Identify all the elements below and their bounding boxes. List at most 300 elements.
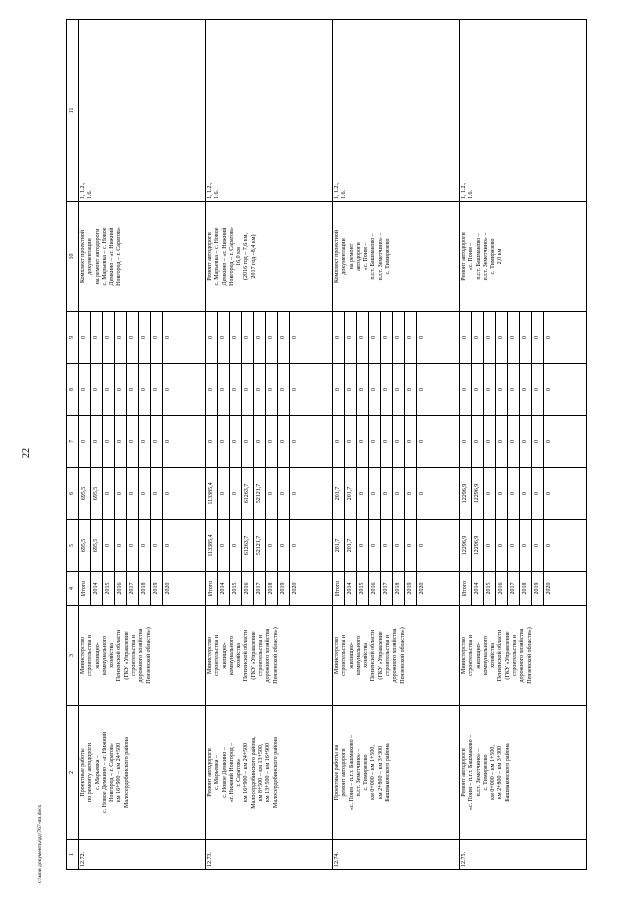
federal-budget-cell-value: 0 [546, 440, 552, 443]
years-cell-value: 2016 [369, 572, 381, 605]
other-sources-cell-value: 0 [292, 336, 298, 339]
years-cell-value: 2014 [345, 572, 357, 605]
regional-budget-cell-value: 0 [151, 468, 163, 519]
local-budget-cell-value: 0 [460, 364, 472, 415]
federal-budget-cell-value: 0 [381, 416, 393, 467]
other-sources-cell [460, 312, 587, 364]
event-name-cell-text: Ремонт автодороги «с. Поим – п.г.т. Башмаково – п.г.т. Земетчино» – с. Тимирязево км 0+000 – км 1+500, км 2+800 – км 3+300 Башмаковского района [461, 734, 511, 811]
local-budget-cell-value: 0 [472, 364, 484, 415]
local-budget-cell-value: 0 [484, 364, 496, 415]
local-budget-cell-value: 0 [266, 364, 278, 415]
regional-budget-cell-value: 695,5 [91, 468, 103, 519]
total-funding-cell-value: 0 [103, 520, 115, 571]
regional-budget-cell-value: 0 [532, 468, 544, 519]
local-budget-cell-value: 0 [165, 388, 171, 391]
other-sources-cell-value: 0 [496, 312, 508, 363]
other-sources-cell-value: 0 [460, 312, 472, 363]
regional-budget-cell-value: 0 [278, 468, 290, 519]
header-cell: 7 [67, 416, 79, 468]
other-sources-cell-value: 0 [381, 312, 393, 363]
total-funding-cell-value: 52121,7 [254, 520, 266, 571]
other-sources-cell-value: 0 [230, 312, 242, 363]
total-funding-cell-value: 0 [508, 520, 520, 571]
expected-result-cell-text: Ремонт автодороги «с. Поим – п.г.т. Башмаково – п.г.т. Земетчино» – с. Тимирязево 2,0 км [461, 232, 504, 281]
federal-budget-cell-value: 0 [369, 416, 381, 467]
event-name-cell-text: Ремонт автодороги с. Марьевка – с. Новое Демкино – «г. Нижний Новгород – г. Саратов» км 16+900 – км 24+500 Малосердобинского района, км 8+500 – км 13+500, км 13+500 – км 16+900 Малосердобинского района [207, 736, 279, 809]
total-funding-cell-value: 0 [230, 520, 242, 571]
federal-budget-cell-value: 0 [484, 416, 496, 467]
local-budget-cell [460, 364, 587, 416]
federal-budget-cell-value: 0 [139, 416, 151, 467]
regional-budget-cell-value: 0 [393, 468, 405, 519]
years-cell-value: 2020 [546, 582, 552, 595]
indicators-cell-text: 1, 1.2., 1.6. [461, 182, 475, 199]
local-budget-cell-value: 0 [151, 364, 163, 415]
other-sources-cell [79, 312, 206, 364]
other-sources-cell-value: 0 [369, 312, 381, 363]
total-funding-cell [460, 520, 587, 572]
years-cell-value: Итого [333, 572, 345, 605]
row-id-cell-text: 12.75. [461, 852, 467, 867]
other-sources-cell-value: 0 [484, 312, 496, 363]
expected-result-cell-text: Комплект проектной документации на ремонт автодороги с. Марьевка – с. Новое Демкино – «г. Нижний Новгород – г. Саратов» [80, 227, 123, 286]
regional-budget-cell-value: 0 [405, 468, 417, 519]
other-sources-cell-grid [206, 312, 301, 363]
total-funding-cell-value: 0 [532, 520, 544, 571]
row-id-cell [333, 840, 460, 870]
federal-budget-cell-value: 0 [292, 440, 298, 443]
expected-result-cell-text: Комплект проектной документации на ремонт автодороги «с. Поим – п.г.т. Башмаково – п.г.т. Земетчино» – с. Тимирязево [334, 229, 392, 284]
other-sources-cell-value: 0 [357, 312, 369, 363]
federal-budget-cell [460, 416, 587, 468]
header-cell: 8 [67, 364, 79, 416]
total-funding-cell-value: 201,7 [333, 520, 345, 571]
regional-budget-cell-grid [206, 468, 301, 519]
other-sources-cell [333, 312, 460, 364]
regional-budget-cell-value: 0 [230, 468, 242, 519]
indicators-cell-text: 1, 1.2., 1.6. [334, 182, 348, 199]
federal-budget-cell [333, 416, 460, 468]
rotated-table-frame [66, 20, 586, 870]
total-funding-cell-value: 0 [115, 520, 127, 571]
regional-budget-cell [206, 468, 333, 520]
regional-budget-cell-grid [460, 468, 555, 519]
executor-cell [206, 606, 333, 706]
row-id-cell-text: 12.72. [80, 852, 86, 867]
federal-budget-cell-value: 0 [472, 416, 484, 467]
federal-budget-cell-value: 0 [508, 416, 520, 467]
executor-cell-text: Министерство строительства и жилищно- коммунального хозяйства Пензенской области (ГКУ «Управление строительства и дорожного хозяйства Пензенской области») [461, 627, 533, 684]
federal-budget-cell-value: 0 [127, 416, 139, 467]
other-sources-cell-value: 0 [419, 336, 425, 339]
federal-budget-cell-value: 0 [532, 416, 544, 467]
federal-budget-cell-value: 0 [393, 416, 405, 467]
header-cell: 4 [67, 572, 79, 606]
local-budget-cell [79, 364, 206, 416]
total-funding-cell-value: 0 [165, 544, 171, 547]
other-sources-cell-value: 0 [546, 336, 552, 339]
regional-budget-cell-value: 201,7 [345, 468, 357, 519]
years-cell-grid [333, 572, 428, 605]
years-cell-value: 2020 [165, 582, 171, 595]
regional-budget-cell-value: 0 [508, 468, 520, 519]
table-row [79, 20, 206, 870]
other-sources-cell-value: 0 [266, 312, 278, 363]
event-name-cell [333, 706, 460, 840]
total-funding-cell-value: 0 [484, 520, 496, 571]
years-cell [333, 572, 460, 606]
federal-budget-cell-value: 0 [103, 416, 115, 467]
years-cell-value: Итого [206, 572, 218, 605]
federal-budget-cell-value: 0 [115, 416, 127, 467]
other-sources-cell-value: 0 [115, 312, 127, 363]
other-sources-cell-value: 0 [393, 312, 405, 363]
total-funding-cell-value: 12296,9 [460, 520, 472, 571]
years-cell-value: 2016 [496, 572, 508, 605]
local-budget-cell-value: 0 [357, 364, 369, 415]
local-budget-cell-value: 0 [496, 364, 508, 415]
years-cell-grid [79, 572, 174, 605]
local-budget-cell-value: 0 [115, 364, 127, 415]
years-cell-value: Итого [79, 572, 91, 605]
other-sources-cell-value: 0 [103, 312, 115, 363]
years-cell [460, 572, 587, 606]
local-budget-cell-value: 0 [393, 364, 405, 415]
other-sources-cell-value: 0 [532, 312, 544, 363]
header-cell: 2 [67, 706, 79, 840]
total-funding-cell-value: 61263,7 [242, 520, 254, 571]
total-funding-cell-value: 0 [381, 520, 393, 571]
total-funding-cell-value: 0 [369, 520, 381, 571]
regional-budget-cell-value: 0 [381, 468, 393, 519]
header-cell: 10 [67, 202, 79, 312]
other-sources-cell-grid [79, 312, 174, 363]
federal-budget-cell-grid [460, 416, 555, 467]
local-budget-cell-value: 0 [520, 364, 532, 415]
row-id-cell-text: 12.74. [334, 852, 340, 867]
regional-budget-cell-value: 0 [520, 468, 532, 519]
regional-budget-cell [460, 468, 587, 520]
years-cell-value: 2017 [127, 572, 139, 605]
other-sources-cell-grid [460, 312, 555, 363]
local-budget-cell-value: 0 [419, 388, 425, 391]
years-cell-value: 2016 [242, 572, 254, 605]
regional-budget-cell-value: 0 [139, 468, 151, 519]
years-cell-value: 2015 [484, 572, 496, 605]
years-cell-value: 2019 [532, 572, 544, 605]
local-budget-cell-value: 0 [254, 364, 266, 415]
event-name-cell-text: Проектные работы на ремонт автодороги «с. Поим – п.г.т. Башмаково – п.г.т. Земетчино» – с. Тимирязево км 0+000 – км 1+500, км 2+800 – км 3+300 Башмаковского района [334, 734, 392, 811]
total-funding-cell-value: 0 [292, 544, 298, 547]
other-sources-cell-value: 0 [242, 312, 254, 363]
years-cell [206, 572, 333, 606]
local-budget-cell-value: 0 [127, 364, 139, 415]
local-budget-cell-value: 0 [292, 388, 298, 391]
federal-budget-cell-value: 0 [333, 416, 345, 467]
executor-cell-text: Министерство строительства и жилищно- коммунального хозяйства Пензенской области (ГКУ «Управление строительства и дорожного хозяйства Пензенской области») [334, 627, 406, 684]
other-sources-cell-value: 0 [278, 312, 290, 363]
federal-budget-cell-grid [333, 416, 428, 467]
local-budget-cell-value: 0 [381, 364, 393, 415]
total-funding-cell-value: 113385,4 [206, 520, 218, 571]
local-budget-cell-value: 0 [405, 364, 417, 415]
total-funding-cell-value: 0 [393, 520, 405, 571]
years-cell-value: 2018 [266, 572, 278, 605]
federal-budget-cell-value: 0 [460, 416, 472, 467]
regional-budget-cell [79, 468, 206, 520]
header-cell: 6 [67, 468, 79, 520]
footer-file-path: c:\мои документы\рд\767-пп.docx [37, 804, 43, 883]
executor-cell [460, 606, 587, 706]
local-budget-cell [206, 364, 333, 416]
page-number: 22 [21, 448, 32, 458]
total-funding-cell-value: 0 [405, 520, 417, 571]
total-funding-cell-grid [333, 520, 428, 571]
table-row [333, 20, 460, 870]
indicators-cell [206, 20, 333, 202]
total-funding-cell-value: 12296,9 [472, 520, 484, 571]
header-cell: 11 [67, 20, 79, 202]
federal-budget-cell-value: 0 [79, 416, 91, 467]
other-sources-cell-value: 0 [254, 312, 266, 363]
event-name-cell-text: Проектные работы по ремонту автодороги с. Марьевка – с. Новое Демкино – «г. Нижний Новгород – г. Саратов» км 16+900 – км 24+500 Малосердобинского района [80, 731, 130, 814]
federal-budget-cell-value: 0 [266, 416, 278, 467]
total-funding-cell-value: 0 [127, 520, 139, 571]
total-funding-cell-value: 0 [278, 520, 290, 571]
expected-result-cell [333, 202, 460, 312]
local-budget-cell [333, 364, 460, 416]
local-budget-cell-grid [79, 364, 174, 415]
federal-budget-cell-grid [79, 416, 174, 467]
row-id-cell [206, 840, 333, 870]
federal-budget-cell [206, 416, 333, 468]
indicators-cell [79, 20, 206, 202]
local-budget-cell-value: 0 [345, 364, 357, 415]
total-funding-cell-value: 0 [357, 520, 369, 571]
other-sources-cell-value: 0 [79, 312, 91, 363]
years-cell-value: 2019 [151, 572, 163, 605]
total-funding-cell-value: 0 [218, 520, 230, 571]
regional-budget-cell-value: 0 [127, 468, 139, 519]
indicators-cell [333, 20, 460, 202]
years-cell-grid [206, 572, 301, 605]
federal-budget-cell-value: 0 [357, 416, 369, 467]
regional-budget-cell [333, 468, 460, 520]
regional-budget-cell-value: 0 [165, 492, 171, 495]
total-funding-cell-grid [460, 520, 555, 571]
indicators-cell [460, 20, 587, 202]
years-cell-value: 2014 [91, 572, 103, 605]
other-sources-cell [206, 312, 333, 364]
federal-budget-cell-value: 0 [230, 416, 242, 467]
expected-result-cell [79, 202, 206, 312]
indicators-cell-text: 1, 1.2., 1.6. [80, 182, 94, 199]
local-budget-cell-value: 0 [278, 364, 290, 415]
total-funding-cell-grid [206, 520, 301, 571]
header-cell: 3 [67, 606, 79, 706]
total-funding-cell-value: 0 [266, 520, 278, 571]
other-sources-cell-value: 0 [345, 312, 357, 363]
federal-budget-cell-value: 0 [242, 416, 254, 467]
other-sources-cell-grid [333, 312, 428, 363]
years-cell-value: 2017 [508, 572, 520, 605]
program-table [66, 19, 587, 870]
years-cell-value: 2016 [115, 572, 127, 605]
federal-budget-cell-value: 0 [218, 416, 230, 467]
other-sources-cell-value: 0 [520, 312, 532, 363]
executor-cell [79, 606, 206, 706]
event-name-cell [206, 706, 333, 840]
years-cell-value: Итого [460, 572, 472, 605]
years-cell-value: 2018 [139, 572, 151, 605]
regional-budget-cell-value: 113385,4 [206, 468, 218, 519]
other-sources-cell-value: 0 [472, 312, 484, 363]
total-funding-cell-value: 0 [496, 520, 508, 571]
other-sources-cell-value: 0 [91, 312, 103, 363]
federal-budget-cell-value: 0 [254, 416, 266, 467]
local-budget-cell-value: 0 [546, 388, 552, 391]
regional-budget-cell-value: 12296,9 [472, 468, 484, 519]
local-budget-cell-value: 0 [91, 364, 103, 415]
header-cell: 1 [67, 840, 79, 870]
header-cell: 9 [67, 312, 79, 364]
local-budget-cell-value: 0 [230, 364, 242, 415]
header-cell: 5 [67, 520, 79, 572]
other-sources-cell-value: 0 [151, 312, 163, 363]
years-cell-value: 2018 [520, 572, 532, 605]
executor-cell-text: Министерство строительства и жилищно- коммунального хозяйства Пензенской области (ГКУ «Управление строительства и дорожного хозяйства Пензенской области») [207, 627, 279, 684]
years-cell-value: 2018 [393, 572, 405, 605]
years-cell [79, 572, 206, 606]
total-funding-cell-value: 0 [419, 544, 425, 547]
regional-budget-cell-value: 0 [292, 492, 298, 495]
regional-budget-cell-value: 61263,7 [242, 468, 254, 519]
table-row [460, 20, 587, 870]
regional-budget-cell-value: 0 [546, 492, 552, 495]
years-cell-value: 2017 [254, 572, 266, 605]
years-cell-value: 2015 [230, 572, 242, 605]
total-funding-cell-value: 0 [139, 520, 151, 571]
local-budget-cell-value: 0 [333, 364, 345, 415]
years-cell-value: 2015 [103, 572, 115, 605]
table-body [67, 20, 587, 870]
local-budget-cell-grid [206, 364, 301, 415]
years-cell-value: 2014 [472, 572, 484, 605]
row-id-cell-text: 12.73. [207, 852, 213, 867]
local-budget-cell-value: 0 [508, 364, 520, 415]
total-funding-cell-value: 695,5 [79, 520, 91, 571]
total-funding-cell-value: 695,5 [91, 520, 103, 571]
other-sources-cell-value: 0 [333, 312, 345, 363]
regional-budget-cell-value: 0 [484, 468, 496, 519]
federal-budget-cell-value: 0 [520, 416, 532, 467]
years-cell-value: 2017 [381, 572, 393, 605]
total-funding-cell-value: 201,7 [345, 520, 357, 571]
federal-budget-cell-grid [206, 416, 301, 467]
expected-result-cell [460, 202, 587, 312]
local-budget-cell-value: 0 [139, 364, 151, 415]
header-row [67, 20, 79, 870]
federal-budget-cell-value: 0 [496, 416, 508, 467]
years-cell-value: 2014 [218, 572, 230, 605]
other-sources-cell-value: 0 [139, 312, 151, 363]
federal-budget-cell-value: 0 [165, 440, 171, 443]
regional-budget-cell-value: 0 [218, 468, 230, 519]
federal-budget-cell-value: 0 [278, 416, 290, 467]
local-budget-cell-grid [460, 364, 555, 415]
local-budget-cell-value: 0 [103, 364, 115, 415]
regional-budget-cell-value: 0 [496, 468, 508, 519]
years-cell-value: 2020 [292, 582, 298, 595]
years-cell-value: 2019 [278, 572, 290, 605]
federal-budget-cell [79, 416, 206, 468]
event-name-cell [460, 706, 587, 840]
local-budget-cell-value: 0 [242, 364, 254, 415]
other-sources-cell-value: 0 [508, 312, 520, 363]
other-sources-cell-value: 0 [206, 312, 218, 363]
total-funding-cell [333, 520, 460, 572]
regional-budget-cell-value: 201,7 [333, 468, 345, 519]
indicators-cell-text: 1, 1.2., 1.6. [207, 182, 221, 199]
local-budget-cell-value: 0 [218, 364, 230, 415]
other-sources-cell-value: 0 [405, 312, 417, 363]
executor-cell-text: Министерство строительства и жилищно- коммунального хозяйства Пензенской области (ГКУ «Управление строительства и дорожного хозяйства Пензенской области») [80, 627, 152, 684]
row-id-cell [460, 840, 587, 870]
federal-budget-cell-value: 0 [151, 416, 163, 467]
total-funding-cell [79, 520, 206, 572]
other-sources-cell-value: 0 [127, 312, 139, 363]
regional-budget-cell-value: 52121,7 [254, 468, 266, 519]
table-row [206, 20, 333, 870]
regional-budget-cell-grid [79, 468, 174, 519]
event-name-cell [79, 706, 206, 840]
local-budget-cell-value: 0 [79, 364, 91, 415]
regional-budget-cell-value: 0 [266, 468, 278, 519]
total-funding-cell-value: 0 [151, 520, 163, 571]
local-budget-cell-value: 0 [532, 364, 544, 415]
total-funding-cell-grid [79, 520, 174, 571]
years-cell-value: 2020 [419, 582, 425, 595]
years-cell-value: 2019 [405, 572, 417, 605]
regional-budget-cell-value: 0 [357, 468, 369, 519]
other-sources-cell-value: 0 [218, 312, 230, 363]
federal-budget-cell-value: 0 [419, 440, 425, 443]
expected-result-cell-text: Ремонт автодороги с. Марьевка – с. Новое Демкино – «г. Нижний Новгород – г. Саратов» 16,0 км (2016 год – 7,6 км, 2017 год –8,4 км) [207, 227, 257, 286]
local-budget-cell-value: 0 [206, 364, 218, 415]
federal-budget-cell-value: 0 [91, 416, 103, 467]
regional-budget-cell-value: 0 [419, 492, 425, 495]
total-funding-cell [206, 520, 333, 572]
local-budget-cell-value: 0 [369, 364, 381, 415]
federal-budget-cell-value: 0 [405, 416, 417, 467]
regional-budget-cell-value: 12296,9 [460, 468, 472, 519]
total-funding-cell-value: 0 [520, 520, 532, 571]
years-cell-grid [460, 572, 555, 605]
row-id-cell [79, 840, 206, 870]
regional-budget-cell-value: 0 [369, 468, 381, 519]
regional-budget-cell-grid [333, 468, 428, 519]
regional-budget-cell-value: 0 [103, 468, 115, 519]
regional-budget-cell-value: 0 [115, 468, 127, 519]
regional-budget-cell-value: 695,5 [79, 468, 91, 519]
total-funding-cell-value: 0 [546, 544, 552, 547]
years-cell-value: 2015 [357, 572, 369, 605]
executor-cell [333, 606, 460, 706]
federal-budget-cell-value: 0 [345, 416, 357, 467]
other-sources-cell-value: 0 [165, 336, 171, 339]
expected-result-cell [206, 202, 333, 312]
local-budget-cell-grid [333, 364, 428, 415]
